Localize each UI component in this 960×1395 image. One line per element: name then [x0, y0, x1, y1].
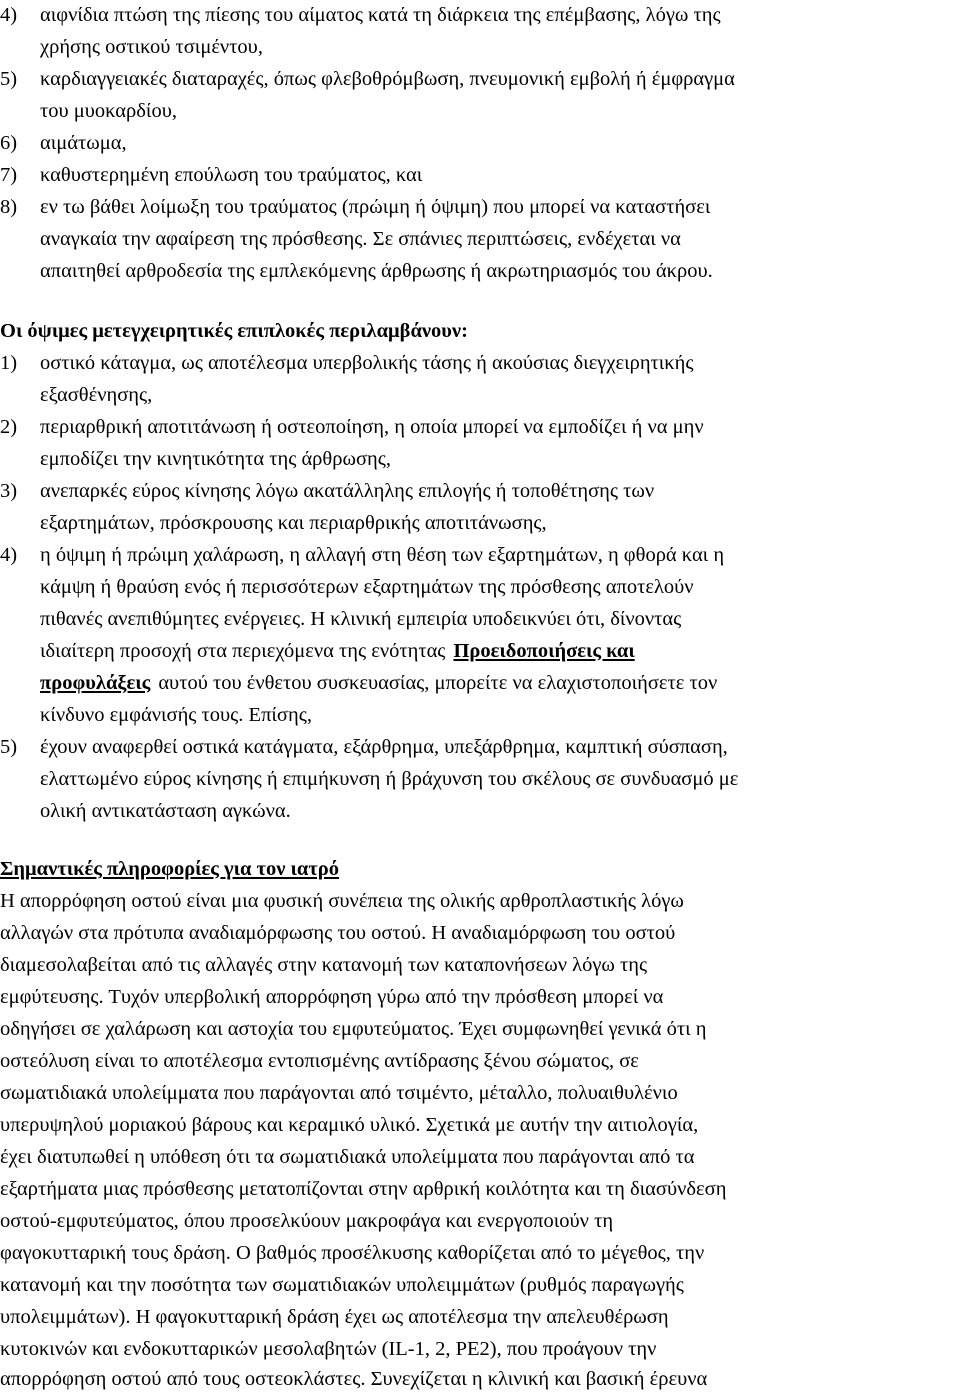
- list-item-continuation: [0, 603, 960, 635]
- list-item: [0, 191, 960, 223]
- paragraph-text: εξαρτήματα μιας πρόσθεσης μετατοπίζονται στην αρθρική κοιλότητα και τη διασύνδεση: [0, 1178, 727, 1200]
- list-text: εμποδίζει την κινητικότητα της άρθρωσης,: [40, 448, 391, 470]
- list-text: αιμάτωμα,: [40, 132, 127, 154]
- list-text: εξασθένησης,: [40, 384, 153, 406]
- list-item-continuation: [0, 795, 960, 827]
- paragraph-line: [0, 1301, 960, 1333]
- list-item-continuation: [0, 699, 960, 731]
- list-text: καθυστερημένη επούλωση του τραύματος, και: [40, 164, 423, 186]
- list-text: του μυοκαρδίου,: [40, 100, 177, 122]
- paragraph-line: [0, 1363, 960, 1395]
- list-text: πιθανές ανεπιθύμητες ενέργειες. Η κλινική εμπειρία υποδεικνύει ότι, δίνοντας: [40, 608, 682, 630]
- list-number: 5): [0, 736, 18, 758]
- list-item-continuation: [0, 571, 960, 603]
- list-text: ελαττωμένο εύρος κίνησης ή επιμήκυνση ή βράχυνση του σκέλους σε συνδυασμό με: [40, 768, 739, 790]
- list-number: 3): [0, 480, 18, 502]
- list-text: περιαρθρική αποτιτάνωση ή οστεοποίηση, η οποία μπορεί να εμποδίζει ή να μην: [40, 416, 704, 438]
- section-heading: [0, 315, 960, 347]
- list-text-with-reference: [40, 635, 635, 667]
- late-complications-heading: Οι όψιμες μετεγχειρητικές επιπλοκές περιλαμβάνουν:: [0, 320, 468, 342]
- list-item-continuation: [0, 635, 960, 667]
- list-item-continuation: [0, 95, 960, 127]
- paragraph-line: [0, 1045, 960, 1077]
- list-number: 4): [0, 544, 18, 566]
- list-text: ολική αντικατάσταση αγκώνα.: [40, 800, 291, 822]
- list-item: [0, 411, 960, 443]
- list-item: [0, 539, 960, 571]
- paragraph-line: [0, 917, 960, 949]
- list-number: 7): [0, 164, 18, 186]
- list-item: [0, 159, 960, 191]
- list-item-continuation: [0, 443, 960, 475]
- paragraph-line: [0, 1173, 960, 1205]
- list-text: καρδιαγγειακές διαταραχές, όπως φλεβοθρόμβωση, πνευμονική εμβολή ή έμφραγμα: [40, 68, 735, 90]
- paragraph-text: κυτοκινών και ενδοκυτταρικών μεσολαβητών (IL-1, 2, PE2), που προάγουν την: [0, 1338, 657, 1360]
- list-item: [0, 0, 960, 31]
- list-item-continuation: [0, 31, 960, 63]
- list-item-continuation: [0, 255, 960, 287]
- list-item: [0, 127, 960, 159]
- list-text: εν τω βάθει λοίμωξη του τραύματος (πρώιμη ή όψιμη) που μπορεί να καταστήσει: [40, 196, 711, 218]
- list-number: 2): [0, 416, 18, 438]
- paragraph-text: αλλαγών στα πρότυπα αναδιαμόρφωσης του οστού. Η αναδιαμόρφωση του οστού: [0, 922, 676, 944]
- paragraph-text: απορρόφηση οστού από τους οστεοκλάστες. Συνεχίζεται η κλινική και βασική έρευνα: [0, 1368, 708, 1390]
- list-text-with-reference: [40, 667, 717, 699]
- list-item: [0, 731, 960, 763]
- list-text: έχουν αναφερθεί οστικά κατάγματα, εξάρθρημα, υπεξάρθρημα, καμπτική σύσπαση,: [40, 736, 728, 758]
- list-number: 1): [0, 352, 18, 374]
- paragraph-line: [0, 885, 960, 917]
- list-number: 8): [0, 196, 18, 218]
- list-text: κάμψη ή θραύση ενός ή περισσότερων εξαρτημάτων της πρόσθεσης αποτελούν: [40, 576, 694, 598]
- list-number: 5): [0, 68, 18, 90]
- list-text: ιδιαίτερη προσοχή στα περιεχόμενα της ενότητας: [40, 640, 446, 662]
- list-text: αυτού του ένθετου συσκευασίας, μπορείτε να ελαχιστοποιήσετε τον: [158, 672, 718, 694]
- list-item: [0, 475, 960, 507]
- list-number: 6): [0, 132, 18, 154]
- warnings-section-reference: Προειδοποιήσεις και: [453, 640, 635, 662]
- list-item: [0, 347, 960, 379]
- paragraph-text: υπολειμμάτων). Η φαγοκυτταρική δράση έχει ως αποτέλεσμα την απελευθέρωση: [0, 1306, 669, 1328]
- list-item-continuation: [0, 763, 960, 795]
- paragraph-line: [0, 1333, 960, 1365]
- list-text: αιφνίδια πτώση της πίεσης του αίματος κατά τη διάρκεια της επέμβασης, λόγω της: [40, 4, 721, 26]
- list-item-continuation: [0, 507, 960, 539]
- paragraph-text: υπερυψηλού μοριακού βάρους και κεραμικό υλικό. Σχετικά με αυτήν την αιτιολογία,: [0, 1114, 699, 1136]
- paragraph-text: κατανομή και την ποσότητα των σωματιδιακών υπολειμμάτων (ρυθμός παραγωγής: [0, 1274, 684, 1296]
- list-text: η όψιμη ή πρώιμη χαλάρωση, η αλλαγή στη θέση των εξαρτημάτων, η φθορά και η: [40, 544, 725, 566]
- list-text: οστικό κάταγμα, ως αποτέλεσμα υπερβολικής τάσης ή ακούσιας διεγχειρητικής: [40, 352, 694, 374]
- list-text: χρήσης οστικού τσιμέντου,: [40, 36, 263, 58]
- list-text: κίνδυνο εμφάνισής τους. Επίσης,: [40, 704, 312, 726]
- list-item-continuation: [0, 667, 960, 699]
- paragraph-text: οστεόλυση είναι το αποτέλεσμα εντοπισμένης αντίδρασης ξένου σώματος, σε: [0, 1050, 639, 1072]
- paragraph-text: διαμεσολαβείται από τις αλλαγές στην κατανομή των καταπονήσεων λόγω της: [0, 954, 648, 976]
- paragraph-line: [0, 1141, 960, 1173]
- precautions-section-reference: προφυλάξεις: [40, 672, 151, 694]
- paragraph-text: φαγοκυτταρική τους δράση. Ο βαθμός προσέλκυσης καθορίζεται από το μέγεθος, την: [0, 1242, 705, 1264]
- list-text: εξαρτημάτων, πρόσκρουσης και περιαρθρικής αποτιτάνωσης,: [40, 512, 547, 534]
- list-text: απαιτηθεί αρθροδεσία της εμπλεκόμενης άρθρωσης ή ακρωτηριασμός του άκρου.: [40, 260, 713, 282]
- list-text: ανεπαρκές εύρος κίνησης λόγω ακατάλληλης επιλογής ή τοποθέτησης των: [40, 480, 655, 502]
- list-text: αναγκαία την αφαίρεση της πρόσθεσης. Σε σπάνιες περιπτώσεις, ενδέχεται να: [40, 228, 681, 250]
- paragraph-line: [0, 981, 960, 1013]
- paragraph-line: [0, 1077, 960, 1109]
- list-number: 4): [0, 4, 18, 26]
- paragraph-line: [0, 1013, 960, 1045]
- paragraph-line: [0, 1109, 960, 1141]
- paragraph-line: [0, 1269, 960, 1301]
- paragraph-text: οδηγήσει σε χαλάρωση και αστοχία του εμφυτεύματος. Έχει συμφωνηθεί γενικά ότι η: [0, 1018, 707, 1040]
- paragraph-line: [0, 1237, 960, 1269]
- paragraph-text: έχει διατυπωθεί η υπόθεση ότι τα σωματιδιακά υπολείμματα που παράγονται από τα: [0, 1146, 695, 1168]
- paragraph-text: οστού-εμφυτεύματος, όπου προσελκύουν μακροφάγα και ενεργοποιούν τη: [0, 1210, 614, 1232]
- list-item-continuation: [0, 379, 960, 411]
- paragraph-line: [0, 949, 960, 981]
- paragraph-text: Η απορρόφηση οστού είναι μια φυσική συνέπεια της ολικής αρθροπλαστικής λόγω: [0, 890, 684, 912]
- physician-info-heading: Σημαντικές πληροφορίες για τον ιατρό: [0, 858, 340, 880]
- list-item-continuation: [0, 223, 960, 255]
- paragraph-text: σωματιδιακά υπολείμματα που παράγονται από τσιμέντο, μέταλλο, πολυαιθυλένιο: [0, 1082, 678, 1104]
- list-item: [0, 63, 960, 95]
- section-heading: [0, 853, 960, 885]
- paragraph-text: εμφύτευσης. Τυχόν υπερβολική απορρόφηση γύρω από την πρόσθεση μπορεί να: [0, 986, 664, 1008]
- paragraph-line: [0, 1205, 960, 1237]
